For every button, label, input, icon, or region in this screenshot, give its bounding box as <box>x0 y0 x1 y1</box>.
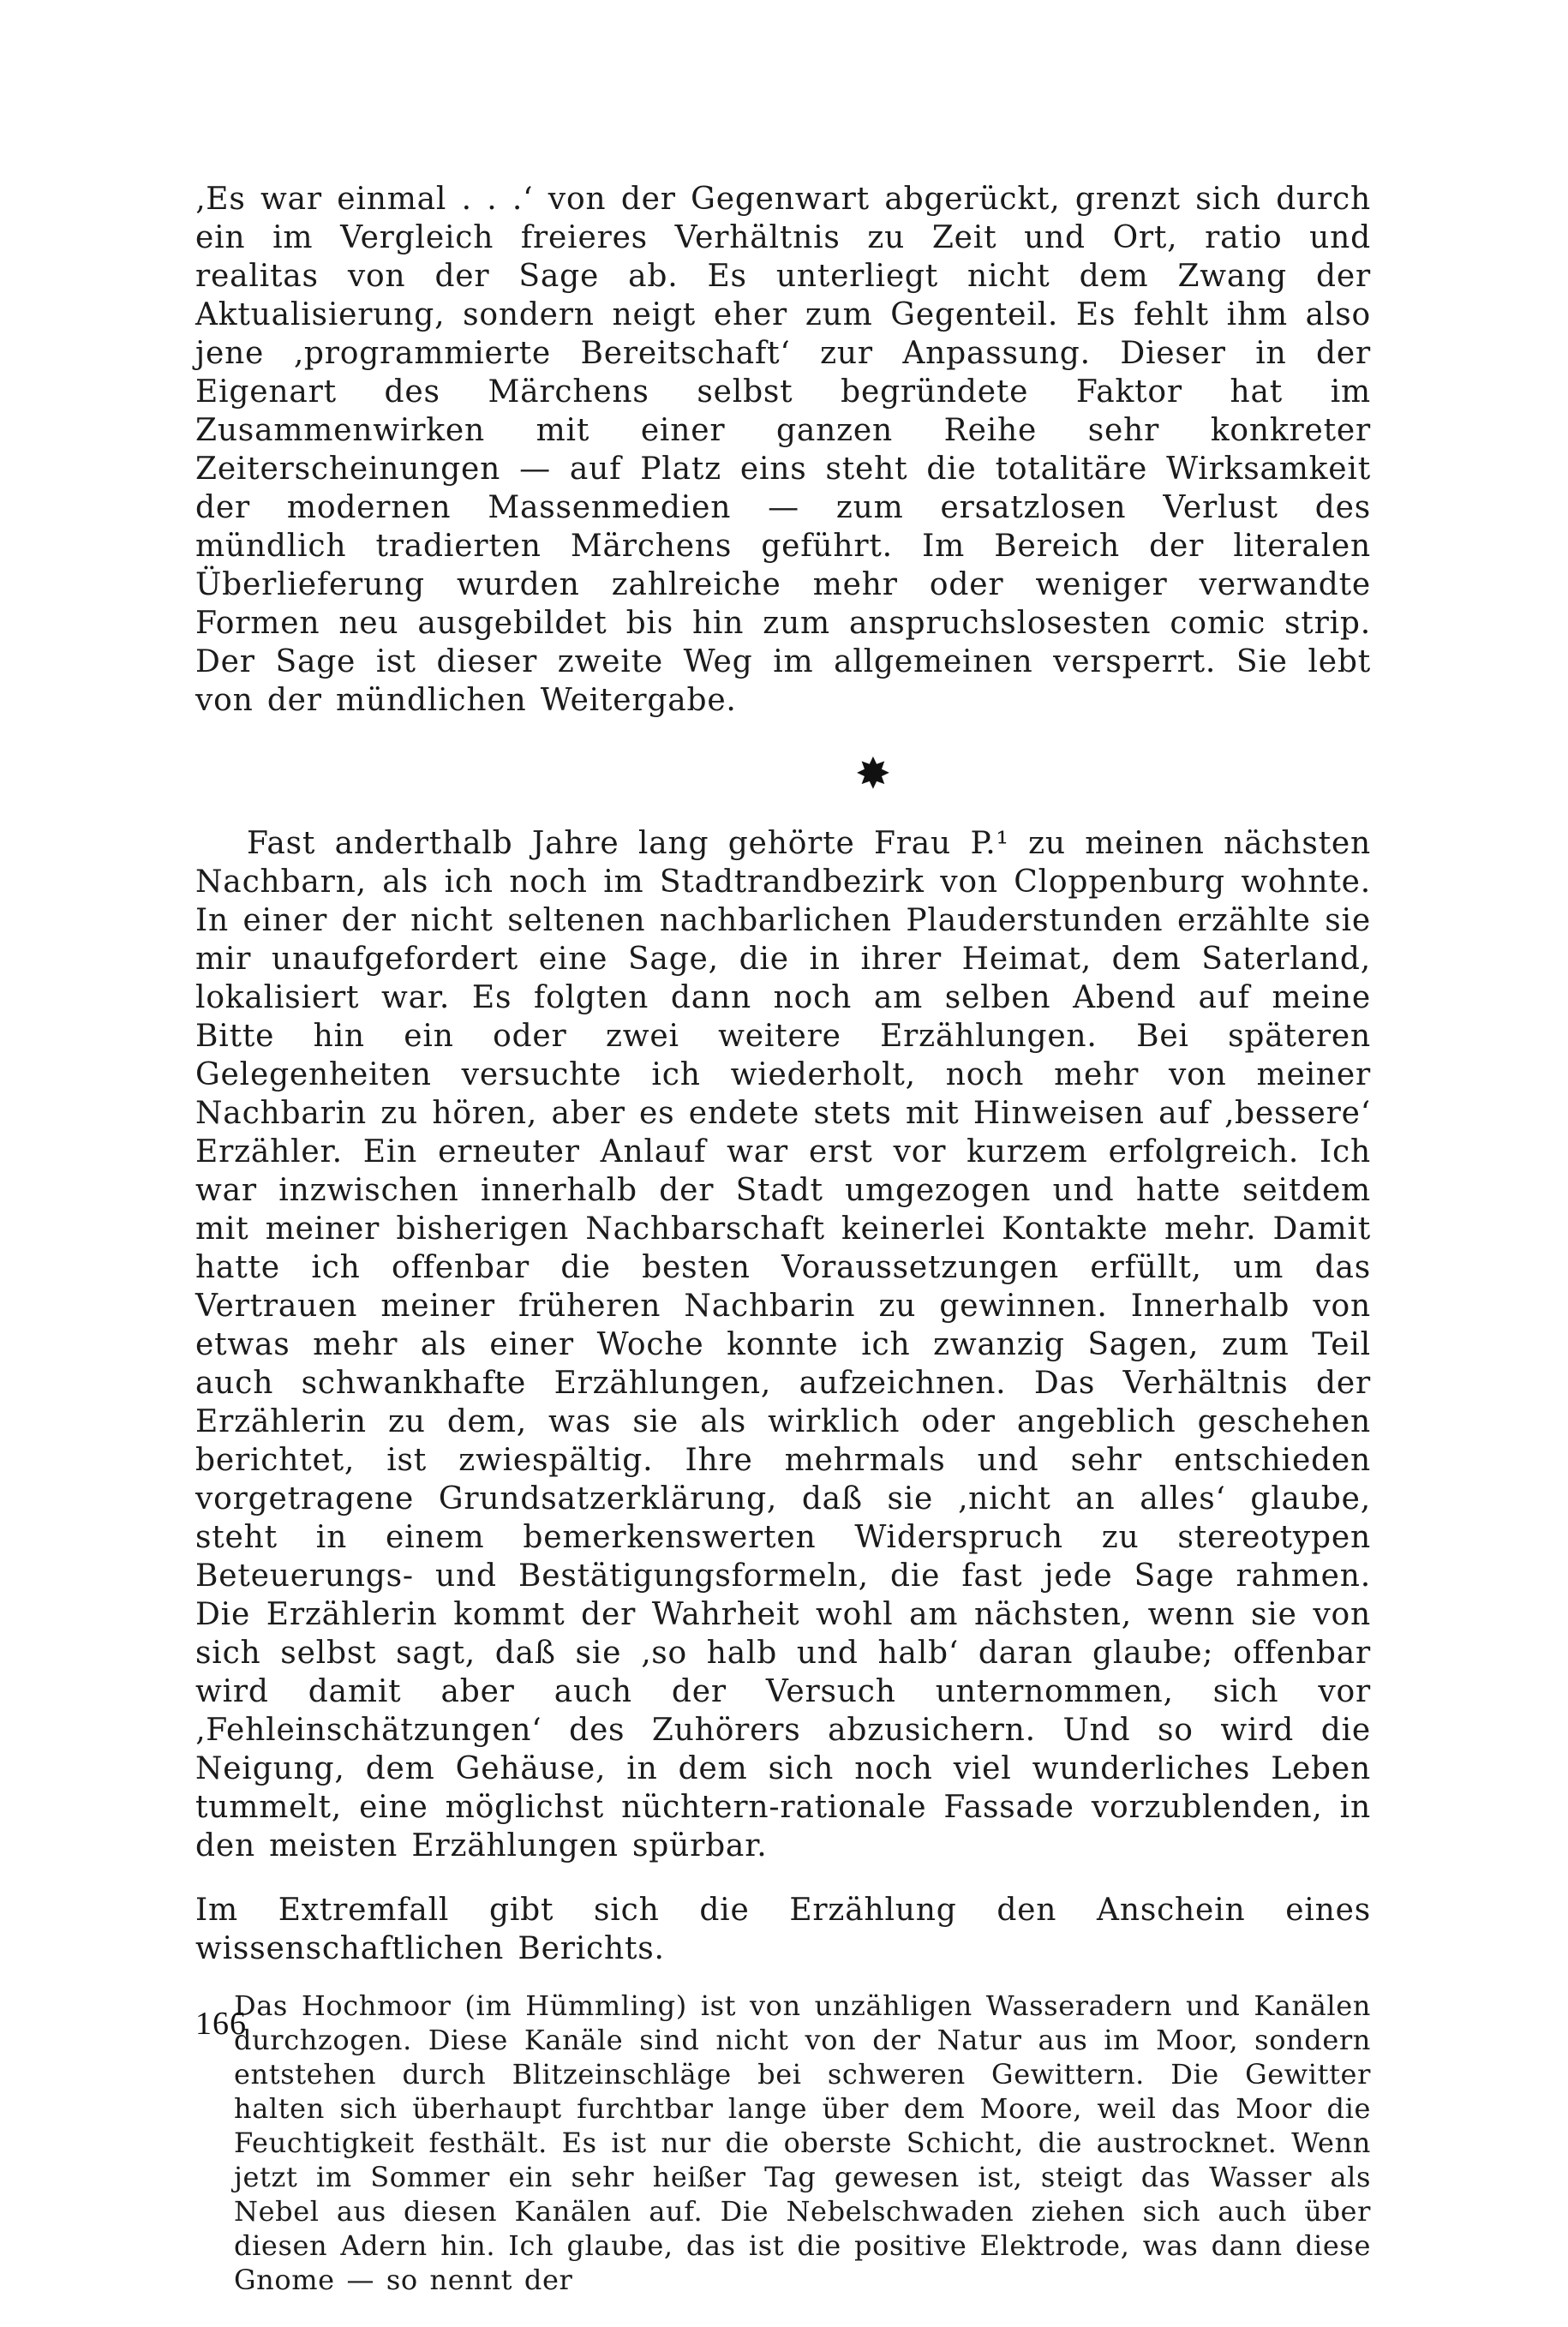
star-ornament-icon: ✸ <box>855 749 891 799</box>
paragraph-maerchen-sage: ‚Es war einmal . . .‘ von der Gegenwart abgerückt, grenzt sich durch ein im Vergleich freieres Verhältnis zu Zeit und Ort, ratio und realitas von der Sage ab. Es unterliegt nicht dem Zwang der Aktualisierung, sondern neigt eher zum Gegenteil. Es fehlt ihm also jene ‚programmierte Bereitschaft‘ zur Anpassung. Dieser in der Eigenart des Märchens selbst begründete Faktor hat im Zusammenwirken mit einer ganzen Reihe sehr konkreter Zeiterscheinungen — auf Platz eins steht die totalitäre Wirksamkeit der modernen Massenmedien — zum ersatzlosen Verlust des mündlich tradierten Märchens geführt. Im Bereich der literalen Überlieferung wurden zahlreiche mehr oder weniger verwandte Formen neu ausgebildet bis hin zum anspruchslosesten comic strip. Der Sage ist dieser zweite Weg im allgemeinen versperrt. Sie lebt von der mündlichen Weitergabe. <box>195 182 1371 718</box>
paragraph-extremfall: Im Extremfall gibt sich die Erzählung den Anschein eines wissenschaftlichen Berichts. <box>195 1893 1371 1966</box>
section-divider-ornament <box>195 749 1371 799</box>
quoted-narrative-hochmoor: Das Hochmoor (im Hümmling) ist von unzähligen Wasseradern und Kanälen durchzogen. Diese Kanäle sind nicht von der Natur aus im Moor, sondern entstehen durch Blitzeinschläge bei schweren Gewittern. Die Gewitter halten sich überhaupt furchtbar lange über dem Moore, weil das Moor die Feuchtigkeit festhält. Es ist nur die oberste Schicht, die austrocknet. Wenn jetzt im Sommer ein sehr heißer Tag gewesen ist, steigt das Wasser als Nebel aus diesen Kanälen auf. Die Nebelschwaden ziehen sich auch über diesen Adern hin. Ich glaube, das ist die positive Elektrode, was dann diese Gnome — so nennt der <box>234 1989 1371 2296</box>
book-page <box>195 180 1371 2297</box>
page-number: 166 <box>195 2006 247 2042</box>
paragraph-frau-p: Fast anderthalb Jahre lang gehörte Frau P.¹ zu meinen nächsten Nachbarn, als ich noch im Stadtrandbezirk von Cloppenburg wohnte. In einer der nicht seltenen nachbarlichen Plauderstunden erzählte sie mir unaufgefordert eine Sage, die in ihrer Heimat, dem Saterland, lokalisiert war. Es folgten dann noch am selben Abend auf meine Bitte hin ein oder zwei weitere Erzählungen. Bei späteren Gelegenheiten versuchte ich wiederholt, noch mehr von meiner Nachbarin zu hören, aber es endete stets mit Hinweisen auf ‚bessere‘ Erzähler. Ein erneuter Anlauf war erst vor kurzem erfolgreich. Ich war inzwischen innerhalb der Stadt umgezogen und hatte seitdem mit meiner bisherigen Nachbarschaft keinerlei Kontakte mehr. Damit hatte ich offenbar die besten Voraussetzungen erfüllt, um das Vertrauen meiner früheren Nachbarin zu gewinnen. Innerhalb von etwas mehr als einer Woche konnte ich zwanzig Sagen, zum Teil auch schwankhafte Erzählungen, aufzeichnen. Das Verhältnis der Erzählerin zu dem, was sie als wirklich oder angeblich geschehen berichtet, ist zwiespältig. Ihre mehrmals und sehr entschieden vorgetragene Grundsatzerklärung, daß sie ‚nicht an alles‘ glaube, steht in einem bemerkenswerten Widerspruch zu stereotypen Beteuerungs- und Bestätigungsformeln, die fast jede Sage rahmen. Die Erzählerin kommt der Wahrheit wohl am nächsten, wenn sie von sich selbst sagt, daß sie ‚so halb und halb‘ daran glaube; offenbar wird damit aber auch der Versuch unternommen, sich vor ‚Fehleinschätzungen‘ des Zuhörers abzusichern. Und so wird die Neigung, dem Gehäuse, in dem sich noch viel wunderliches Leben tummelt, eine möglichst nüchtern-rationale Fassade vorzublenden, in den meisten Erzählungen spürbar. <box>195 826 1371 1863</box>
